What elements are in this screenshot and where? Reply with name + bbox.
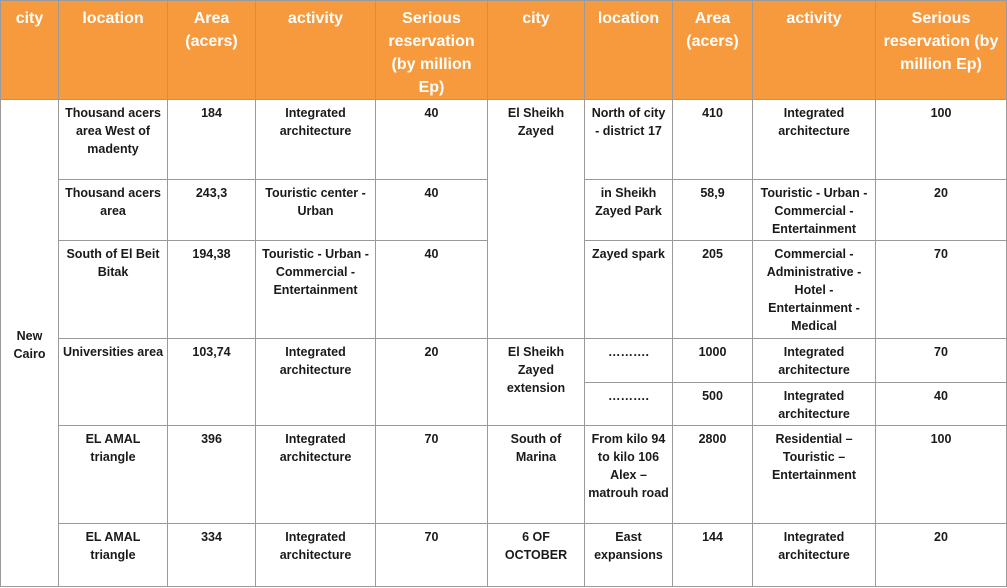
area-cell: 58,9 bbox=[673, 180, 753, 241]
reservation-cell: 20 bbox=[376, 339, 488, 426]
city-cell: 6 OF OCTOBER bbox=[488, 524, 585, 587]
area-cell: 144 bbox=[673, 524, 753, 587]
header-area: Area (acers) bbox=[168, 1, 256, 100]
location-cell: Thousand acers area bbox=[59, 180, 168, 241]
table-row bbox=[1, 339, 1007, 383]
table-row bbox=[1, 426, 1007, 524]
activity-cell: Residential – Touristic – Entertainment bbox=[753, 426, 876, 524]
activity-cell: Integrated architecture bbox=[256, 426, 376, 524]
table-row bbox=[1, 524, 1007, 587]
activity-cell: Touristic center - Urban bbox=[256, 180, 376, 241]
area-cell: 334 bbox=[168, 524, 256, 587]
area-cell: 194,38 bbox=[168, 241, 256, 339]
header-activity-right: activity bbox=[753, 1, 876, 100]
location-cell: in Sheikh Zayed Park bbox=[585, 180, 673, 241]
header-row bbox=[1, 1, 1007, 100]
area-cell: 243,3 bbox=[168, 180, 256, 241]
area-cell: 500 bbox=[673, 383, 753, 426]
area-cell: 396 bbox=[168, 426, 256, 524]
location-cell: Zayed spark bbox=[585, 241, 673, 339]
reservation-cell: 100 bbox=[876, 426, 1007, 524]
activity-cell: Touristic - Urban - Commercial - Entertainment bbox=[256, 241, 376, 339]
city-cell: New Cairo bbox=[1, 100, 59, 587]
activity-cell: Commercial - Administrative - Hotel - Entertainment - Medical bbox=[753, 241, 876, 339]
reservation-cell: 70 bbox=[876, 241, 1007, 339]
reservation-cell: 70 bbox=[376, 426, 488, 524]
header-city: city bbox=[1, 1, 59, 100]
reservation-cell: 40 bbox=[376, 241, 488, 339]
header-area-right: Area (acers) bbox=[673, 1, 753, 100]
location-cell: South of El Beit Bitak bbox=[59, 241, 168, 339]
header-reservation-right: Serious reservation (by million Ep) bbox=[876, 1, 1007, 100]
area-cell: 103,74 bbox=[168, 339, 256, 426]
city-cell: El Sheikh Zayed extension bbox=[488, 339, 585, 426]
header-location: location bbox=[59, 1, 168, 100]
activity-cell: Integrated architecture bbox=[753, 524, 876, 587]
activity-cell: Integrated architecture bbox=[256, 339, 376, 426]
reservation-cell: 100 bbox=[876, 100, 1007, 180]
location-cell: Universities area bbox=[59, 339, 168, 426]
location-cell: Thousand acers area West of madenty bbox=[59, 100, 168, 180]
location-cell: ………. bbox=[585, 383, 673, 426]
reservation-cell: 40 bbox=[876, 383, 1007, 426]
city-cell: South of Marina bbox=[488, 426, 585, 524]
reservation-cell: 40 bbox=[376, 100, 488, 180]
table-row bbox=[1, 100, 1007, 180]
location-cell: From kilo 94 to kilo 106 Alex – matrouh road bbox=[585, 426, 673, 524]
header-reservation: Serious reservation (by million Ep) bbox=[376, 1, 488, 100]
header-location-right: location bbox=[585, 1, 673, 100]
location-cell: East expansions bbox=[585, 524, 673, 587]
activity-cell: Integrated architecture bbox=[753, 100, 876, 180]
location-cell: North of city - district 17 bbox=[585, 100, 673, 180]
location-cell: EL AMAL triangle bbox=[59, 524, 168, 587]
area-cell: 2800 bbox=[673, 426, 753, 524]
activity-cell: Integrated architecture bbox=[256, 524, 376, 587]
activity-cell: Integrated architecture bbox=[753, 383, 876, 426]
location-cell: EL AMAL triangle bbox=[59, 426, 168, 524]
reservation-cell: 70 bbox=[876, 339, 1007, 383]
reservation-cell: 40 bbox=[376, 180, 488, 241]
header-city-right: city bbox=[488, 1, 585, 100]
reservation-cell: 20 bbox=[876, 524, 1007, 587]
reservation-cell: 70 bbox=[376, 524, 488, 587]
reservation-cell: 20 bbox=[876, 180, 1007, 241]
activity-cell: Integrated architecture bbox=[256, 100, 376, 180]
area-cell: 410 bbox=[673, 100, 753, 180]
area-cell: 1000 bbox=[673, 339, 753, 383]
header-activity: activity bbox=[256, 1, 376, 100]
activity-cell: Integrated architecture bbox=[753, 339, 876, 383]
activity-cell: Touristic - Urban - Commercial - Entertainment bbox=[753, 180, 876, 241]
location-cell: ………. bbox=[585, 339, 673, 383]
city-cell: El Sheikh Zayed bbox=[488, 100, 585, 339]
area-cell: 184 bbox=[168, 100, 256, 180]
area-cell: 205 bbox=[673, 241, 753, 339]
